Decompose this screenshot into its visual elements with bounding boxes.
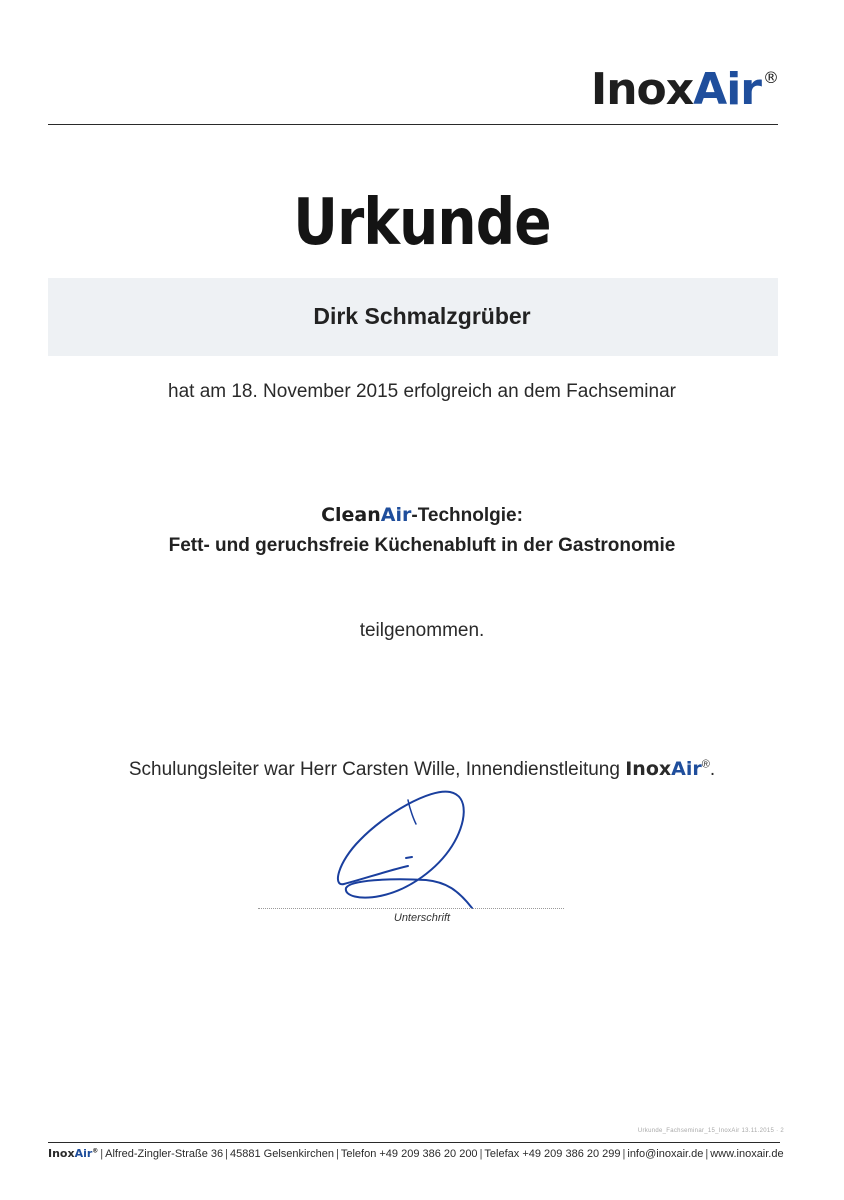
recipient-name: Dirk Schmalzgrüber	[313, 303, 531, 329]
trainer-sentence: Schulungsleiter war Herr Carsten Wille, Innendienstleitung	[128, 759, 626, 780]
seminar-brand-clean: Clean	[321, 504, 381, 526]
footer-city: 45881 Gelsenkirchen	[230, 1148, 334, 1160]
trainer-brand	[625, 758, 702, 780]
signature-line	[258, 908, 564, 909]
seminar-line-2: Fett- und geruchsfreie Küchenabluft in der Gastronomie	[168, 535, 676, 556]
logo-registered-mark: ®	[763, 68, 778, 87]
trainer-text	[0, 758, 844, 781]
trainer-end: .	[709, 759, 716, 780]
footer-phone: Telefon +49 209 386 20 200	[340, 1148, 478, 1160]
seminar-line-1	[0, 500, 844, 531]
header-divider	[48, 124, 778, 125]
footer-email: info@inoxair.de	[627, 1148, 704, 1160]
seminar-brand-air: Air	[380, 504, 412, 526]
participated-text: teilgenommen.	[359, 620, 485, 641]
trainer-brand-inox: Inox	[625, 758, 672, 780]
footer-logo	[48, 1147, 98, 1160]
document-reference: Urkunde_Fachseminar_15_InoxAir 13.11.2015 · 2	[637, 1128, 784, 1134]
footer-fax: Telefax +49 209 386 20 299	[484, 1148, 621, 1160]
certificate-title: Urkunde	[293, 186, 551, 260]
footer: InoxAir® | Alfred-Zingler-Straße 36 | 45881 Gelsenkirchen | Telefon +49 209 386 20 200 | Telefax +49 209 386 20 299 | info@inoxair.de | www.inoxair.de	[48, 1147, 784, 1160]
inoxair-logo	[590, 64, 778, 115]
footer-divider	[48, 1142, 780, 1143]
seminar-line-1-rest: -Technolgie:	[411, 505, 523, 526]
footer-website: www.inoxair.de	[710, 1148, 784, 1160]
handwritten-signature	[330, 780, 490, 910]
footer-address: Alfred-Zingler-Straße 36	[105, 1148, 224, 1160]
trainer-registered-mark: ®	[701, 758, 710, 771]
logo-air-text: Air	[693, 64, 761, 115]
seminar-title	[0, 500, 844, 561]
footer-logo-reg: ®	[92, 1147, 99, 1155]
logo-inox-text: Inox	[590, 64, 694, 115]
footer-logo-inox: Inox	[48, 1147, 75, 1160]
trainer-brand-air: Air	[671, 758, 702, 780]
intro-text: hat am 18. November 2015 erfolgreich an dem Fachseminar	[168, 381, 676, 402]
footer-logo-air: Air	[74, 1147, 93, 1160]
signature-label: Unterschrift	[393, 912, 451, 924]
